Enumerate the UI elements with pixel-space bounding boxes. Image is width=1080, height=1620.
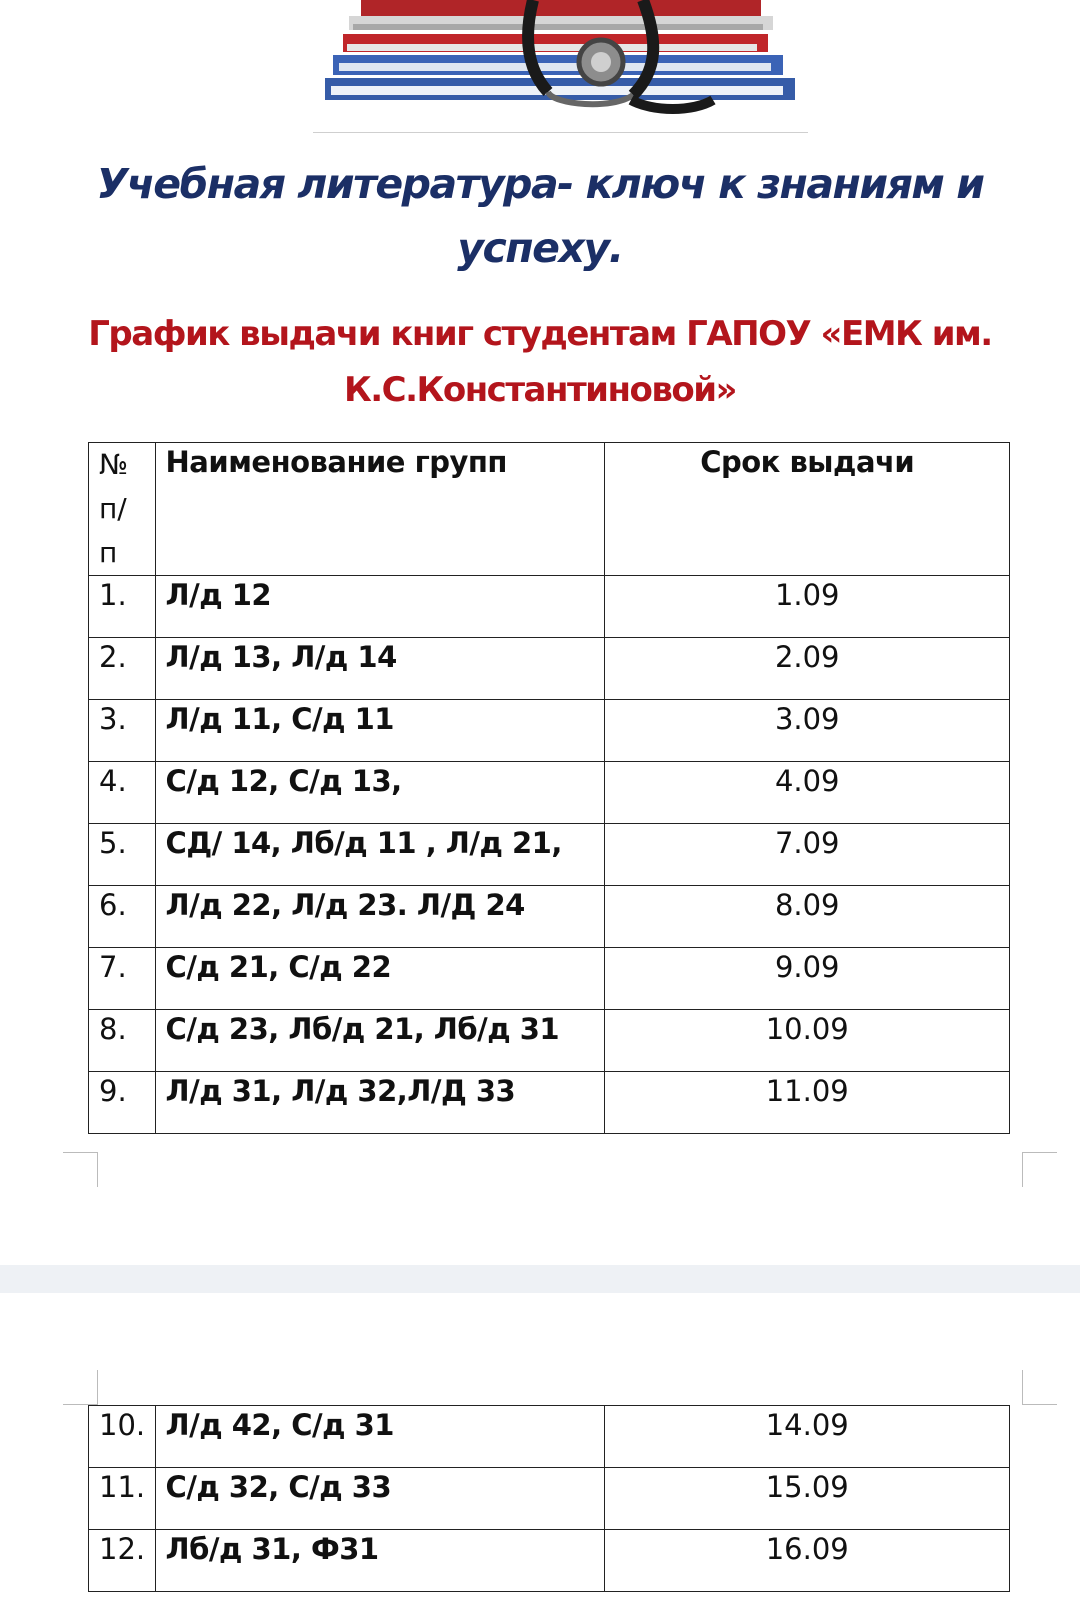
row-groups: С/д 21, С/д 22 <box>155 948 605 1010</box>
page-corner-mark <box>63 1152 98 1187</box>
books-stethoscope-icon <box>313 0 808 122</box>
row-groups: С/д 23, Лб/д 21, Лб/д 31 <box>155 1010 605 1072</box>
header-group-name: Наименование групп <box>155 443 605 576</box>
table-row <box>89 1010 1010 1072</box>
page-corner-mark <box>1022 1370 1057 1405</box>
table-row <box>89 700 1010 762</box>
header-number: № п/п <box>89 443 156 576</box>
divider <box>313 132 808 133</box>
row-number: 2. <box>89 638 156 700</box>
row-date: 14.09 <box>605 1406 1010 1468</box>
header-issue-date: Срок выдачи <box>605 443 1010 576</box>
table-row <box>89 1406 1010 1468</box>
table-row <box>89 886 1010 948</box>
row-date: 1.09 <box>605 576 1010 638</box>
row-number: 1. <box>89 576 156 638</box>
table-row <box>89 638 1010 700</box>
row-date: 3.09 <box>605 700 1010 762</box>
row-number: 5. <box>89 824 156 886</box>
row-number: 8. <box>89 1010 156 1072</box>
row-number: 10. <box>89 1406 156 1468</box>
row-number: 9. <box>89 1072 156 1134</box>
page-separator <box>0 1265 1080 1293</box>
row-number: 7. <box>89 948 156 1010</box>
row-groups: Л/д 11, С/д 11 <box>155 700 605 762</box>
row-date: 11.09 <box>605 1072 1010 1134</box>
table-row <box>89 948 1010 1010</box>
row-groups: Л/д 13, Л/д 14 <box>155 638 605 700</box>
document-subtitle: График выдачи книг студентам ГАПОУ «ЕМК им. К.С.Константиновой» <box>88 314 992 410</box>
row-date: 4.09 <box>605 762 1010 824</box>
row-number: 4. <box>89 762 156 824</box>
document-title: Учебная литература- ключ к знаниям и успеху. <box>96 160 984 272</box>
row-groups: Л/д 42, С/д 31 <box>155 1406 605 1468</box>
page-corner-mark <box>1022 1152 1057 1187</box>
table-header-row <box>89 443 1010 576</box>
row-date: 9.09 <box>605 948 1010 1010</box>
schedule-table <box>88 442 1010 1134</box>
page-corner-mark <box>63 1370 98 1405</box>
row-groups: Л/д 12 <box>155 576 605 638</box>
row-groups: Л/д 31, Л/д 32,Л/Д 33 <box>155 1072 605 1134</box>
table-row <box>89 762 1010 824</box>
row-date: 8.09 <box>605 886 1010 948</box>
row-number: 6. <box>89 886 156 948</box>
row-date: 15.09 <box>605 1468 1010 1530</box>
table-row <box>89 1530 1010 1592</box>
row-date: 16.09 <box>605 1530 1010 1592</box>
row-groups: СД/ 14, Лб/д 11 , Л/д 21, <box>155 824 605 886</box>
row-number: 12. <box>89 1530 156 1592</box>
row-groups: С/д 12, С/д 13, <box>155 762 605 824</box>
row-number: 11. <box>89 1468 156 1530</box>
table-row <box>89 1072 1010 1134</box>
table-row <box>89 824 1010 886</box>
row-groups: С/д 32, С/д 33 <box>155 1468 605 1530</box>
schedule-table-continued <box>88 1405 1010 1592</box>
table-row <box>89 1468 1010 1530</box>
row-number: 3. <box>89 700 156 762</box>
row-date: 10.09 <box>605 1010 1010 1072</box>
row-groups: Л/д 22, Л/д 23. Л/Д 24 <box>155 886 605 948</box>
table-row <box>89 576 1010 638</box>
row-date: 7.09 <box>605 824 1010 886</box>
row-date: 2.09 <box>605 638 1010 700</box>
row-groups: Лб/д 31, Ф31 <box>155 1530 605 1592</box>
